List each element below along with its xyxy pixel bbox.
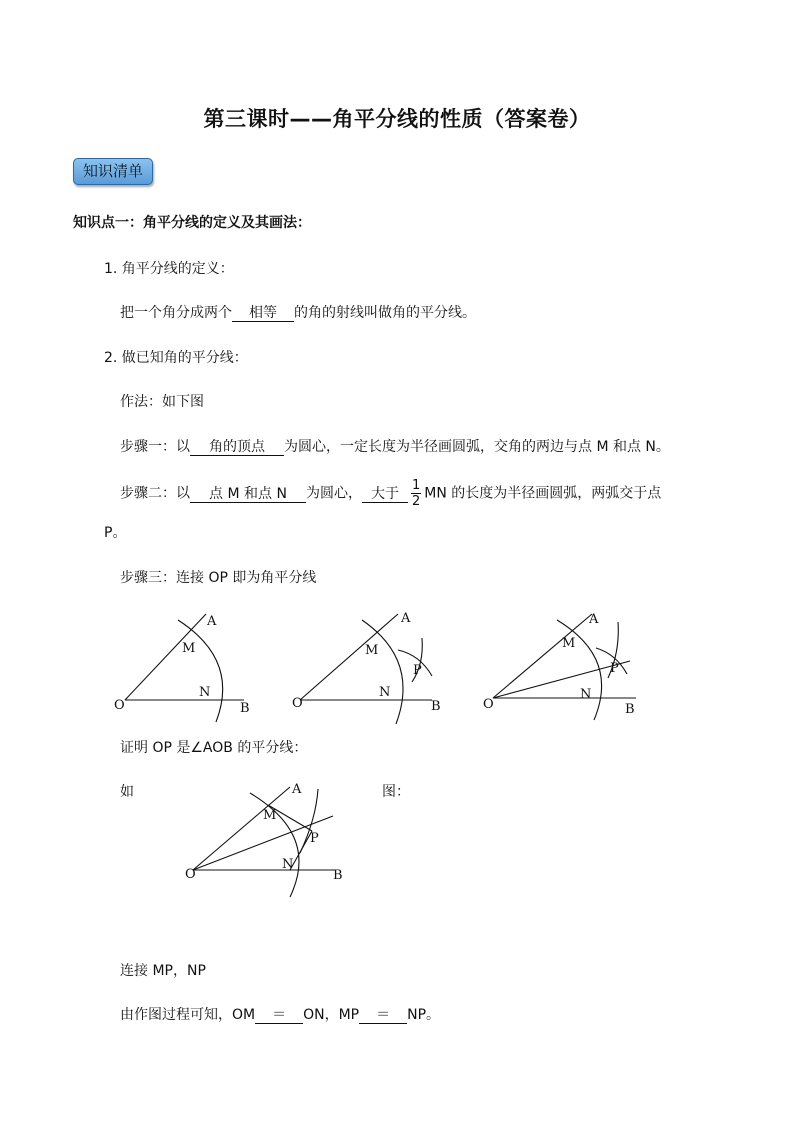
label-o: O [185,867,196,882]
label-p: P [413,663,422,678]
section-badge: 知识清单 [73,158,153,185]
step-2-blank-2: 大于 [362,486,408,503]
step-2-blank-1: 点 M 和点 N [190,486,306,503]
label-b: B [625,702,635,717]
proof-title: 证明 OP 是∠AOB 的平分线： [120,740,308,756]
step-text: 步骤二：以 [120,485,190,502]
ray-oa [493,614,592,698]
known-line [120,1004,440,1024]
item-2-heading: 2. 做已知角的平分线： [104,350,248,366]
definition-text: 的角的射线叫做角的平分线。 [294,305,476,321]
step-2-wrap: P。 [104,525,127,541]
label-a: A [292,782,302,797]
known-text: NP。 [407,1007,441,1023]
label-p: P [610,661,619,676]
arc-mn [362,620,403,724]
label-a: A [589,612,599,627]
label-m: M [182,641,196,656]
construction-figures [0,600,794,730]
label-o: O [292,696,303,711]
known-blank-2: ＝ [359,1007,407,1024]
page-title: 第三课时——角平分线的性质（答案卷） [203,107,591,131]
label-n: N [199,685,211,700]
label-o: O [483,697,494,712]
step-3: 步骤三：连接 OP 即为角平分线 [120,570,317,586]
definition-line [120,302,476,322]
item-1-heading: 1. 角平分线的定义： [104,261,234,277]
label-m: M [365,643,379,658]
proof-figure [0,775,794,905]
figure-step-1 [114,614,250,722]
fraction [411,478,421,509]
step-text: MN 的长度为半径画圆弧，两弧交于点 [424,485,662,502]
label-b: B [431,699,441,714]
step-text: 为圆心， [306,485,362,502]
proof-ru: 如 [120,784,134,800]
known-text: 由作图过程可知，OM [120,1007,256,1023]
fraction-denominator: 2 [412,494,421,509]
connect-line: 连接 MP，NP [120,963,206,979]
figure-step-2 [292,611,441,724]
definition-blank: 相等 [232,305,294,322]
label-n: N [580,687,592,702]
known-text: ON，MP [303,1007,360,1023]
fraction-numerator: 1 [412,478,421,493]
label-o: O [114,698,125,713]
known-blank-1: ＝ [255,1007,303,1024]
label-n: N [379,685,391,700]
label-p: P [310,831,319,846]
step-1 [120,436,670,456]
proof-tu: 图： [382,784,410,800]
arc-mn [178,620,223,722]
knowledge-point-heading: 知识点一：角平分线的定义及其画法： [73,215,311,231]
definition-text: 把一个角分成两个 [120,305,232,321]
label-m: M [562,636,576,651]
figure-step-3 [483,612,636,720]
label-a: A [401,611,411,626]
step-1-blank: 角的顶点 [190,439,284,456]
step-2 [120,478,661,509]
label-m: M [263,808,277,823]
ray-oa [193,787,290,870]
label-n: N [282,857,294,872]
step-text: 为圆心，一定长度为半径画圆弧，交角的两边与点 M 和点 N。 [284,439,670,455]
method-line: 作法：如下图 [120,394,204,410]
label-b: B [240,701,250,716]
ray-oa [125,614,206,700]
label-b: B [333,868,343,883]
label-a: A [207,614,217,629]
step-text: 步骤一：以 [120,439,190,455]
